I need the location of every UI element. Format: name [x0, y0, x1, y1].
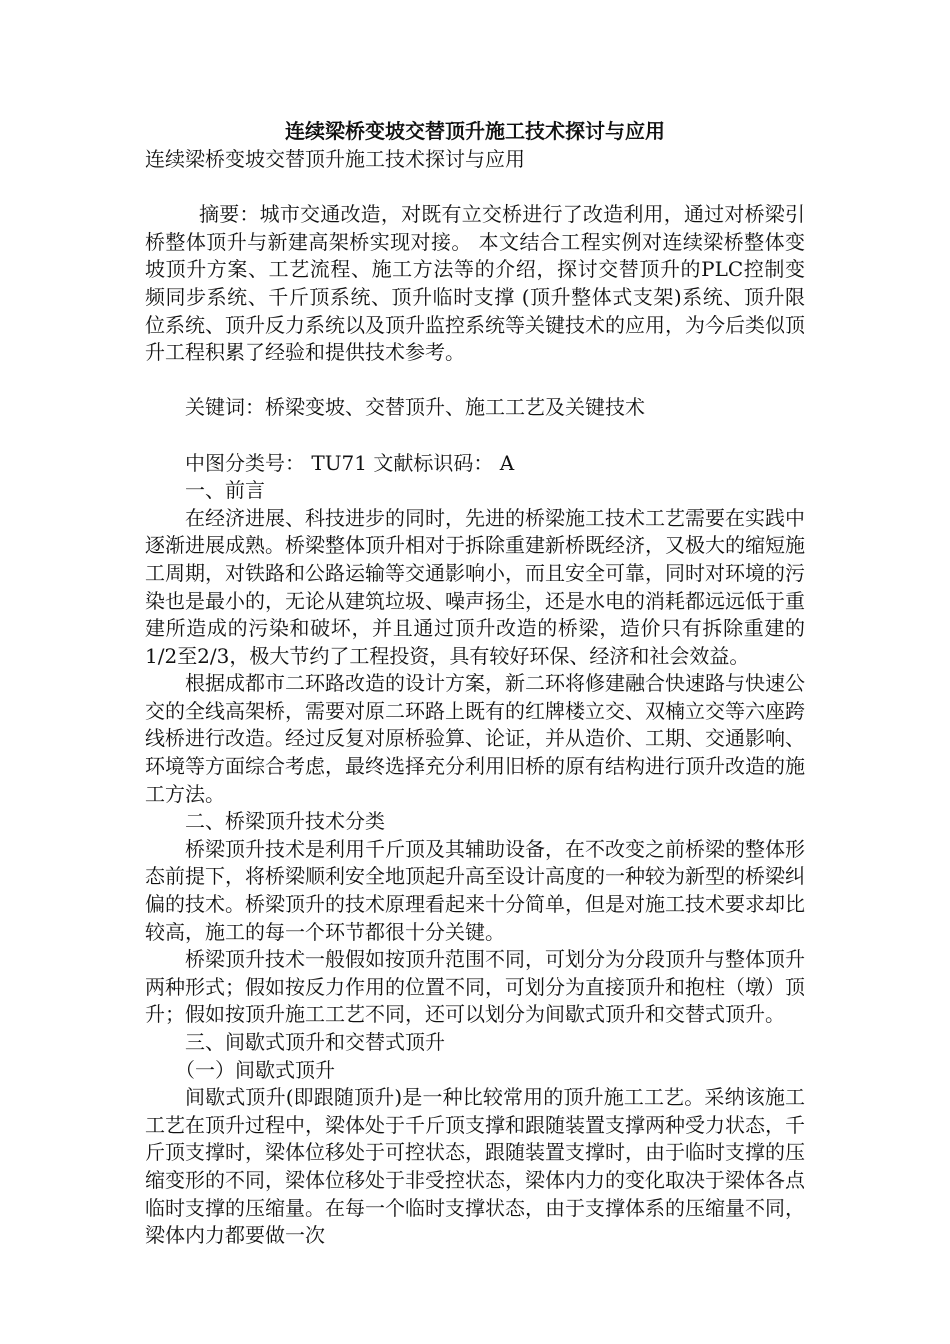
body-paragraph: 桥梁顶升技术是利用千斤顶及其辅助设备，在不改变之前桥梁的整体形态前提下，将桥梁顺利安全地顶起升高至设计高度的一种较为新型的桥梁纠偏的技术。桥梁顶升的技术原理看起来十分简单，但是对施工技术要求却比较高，施工的每一个环节都很十分关键。 — [145, 836, 805, 944]
body-paragraph: 在经济进展、科技进步的同时，先进的桥梁施工技术工艺需要在实践中逐渐进展成熟。桥梁整体顶升相对于拆除重建新桥既经济，又极大的缩短施工周期，对铁路和公路运输等交通影响小，而且安全可靠，同时对环境的污染也是最小的，无论从建筑垃圾、噪声扬尘，还是水电的消耗都远远低于重建所造成的污染和破坏，并且通过顶升改造的桥梁，造价只有拆除重建的1/2至2/3，极大节约了工程投资，具有较好环保、经济和社会效益。 — [145, 505, 805, 668]
section-heading-jacking-methods: 三、间歇式顶升和交替式顶升 — [185, 1030, 445, 1054]
blank-line — [145, 174, 805, 202]
body-paragraph: 桥梁顶升技术一般假如按顶升范围不同，可划分为分段顶升与整体顶升两种形式；假如按反力作用的位置不同，可划分为直接顶升和抱柱（墩）顶升；假如按顶升施工工艺不同，还可以划分为间歇式顶升和交替式顶升。 — [145, 947, 805, 1027]
blank-line — [145, 367, 805, 395]
keywords-line: 关键词：桥梁变坡、交替顶升、施工工艺及关键技术 — [185, 395, 645, 420]
abstract-paragraph: 摘要：城市交通改造，对既有立交桥进行了改造利用，通过对桥梁引桥整体顶升与新建高架桥实现对接。 本文结合工程实例对连续梁桥整体变坡顶升方案、工艺流程、施工方法等的介绍，探讨交替顶升的PLC控制变频同步系统、千斤顶系统、顶升临时支撑 (顶升整体式支架)系统、顶升限位系统、顶升反力系统以及顶升监控系统等关键技术的应用，为今后类似顶升工程积累了经验和提供技术参考。 — [145, 202, 805, 365]
subsection-heading-intermittent: （一）间歇式顶升 — [175, 1057, 335, 1082]
blank-line — [145, 422, 805, 450]
body-paragraph: 根据成都市二环路改造的设计方案，新二环将修建融合快速路与快速公交的全线高架桥，需要对原二环路上既有的红牌楼立交、双楠立交等六座跨线桥进行改造。经过反复对原桥验算、论证，并从造价、工期、交通影响、环境等方面综合考虑，最终选择充分利用旧桥的原有结构进行顶升改造的施工方法。 — [145, 671, 805, 806]
section-heading-classification: 二、桥梁顶升技术分类 — [185, 809, 385, 834]
document-subtitle: 连续梁桥变坡交替顶升施工技术探讨与应用 — [145, 147, 525, 171]
classification-line: 中图分类号： TU71 文献标识码： A — [185, 450, 515, 475]
body-paragraph: 间歇式顶升(即跟随顶升)是一种比较常用的顶升施工工艺。采纳该施工工艺在顶升过程中，梁体处于千斤顶支撑和跟随装置支撑两种受力状态，千斤顶支撑时，梁体位移处于可控状态，跟随装置支撑时，由于临时支撑的压缩变形的不同，梁体位移处于非受控状态，梁体内力的变化取决于梁体各点临时支撑的压缩量。在每一个临时支撑状态，由于支撑体系的压缩量不同，梁体内力都要做一次 — [145, 1085, 805, 1248]
document-title: 连续梁桥变坡交替顶升施工技术探讨与应用 — [285, 119, 665, 143]
document-page — [145, 118, 805, 1250]
section-heading-preface: 一、前言 — [185, 478, 265, 503]
